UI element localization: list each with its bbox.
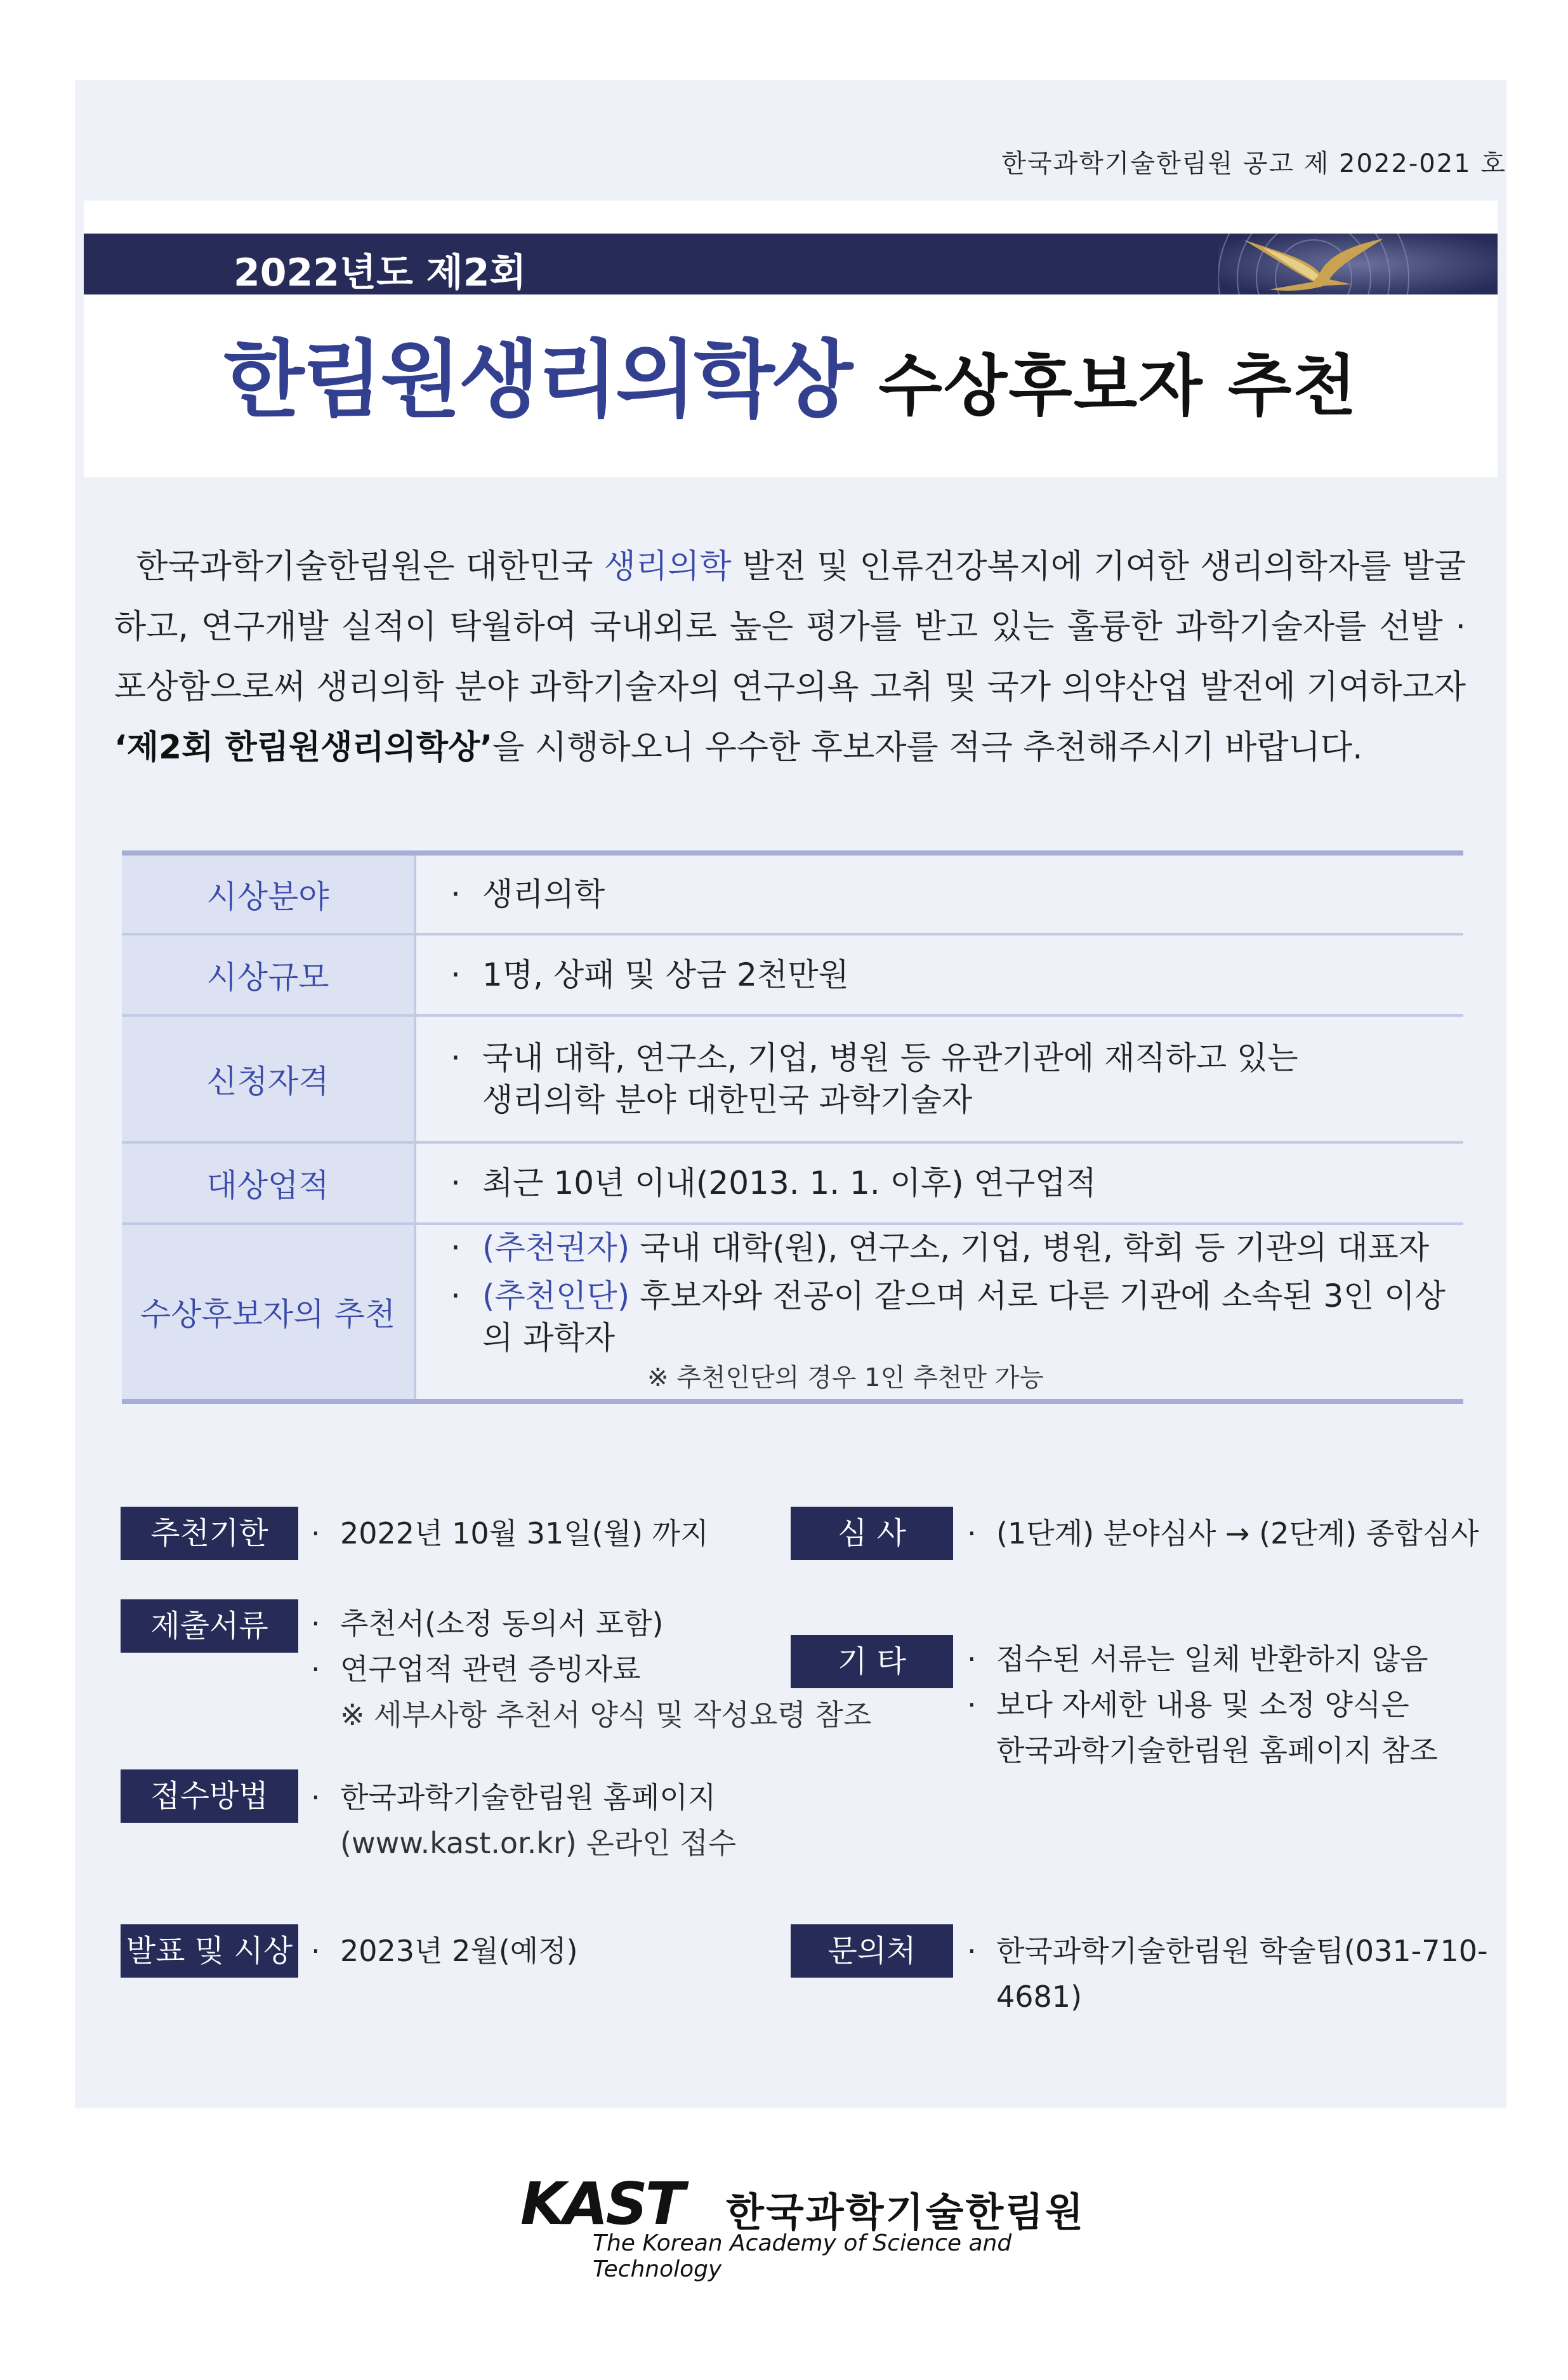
etc-item2-cont: 한국과학기술한림원 홈페이지 참조 [996,1733,1438,1768]
announcement-value: 2023년 2월(예정) [340,1934,578,1968]
banner-year-round: 2022년도 제2회 [234,251,527,294]
etc-item2: 보다 자세한 내용 및 소정 양식은 [996,1688,1409,1722]
deadline-label: 추천기한 [121,1507,298,1560]
documents-item2: 연구업적 관련 증빙자료 [340,1652,641,1686]
svg-text:KAST: KAST [520,2177,683,2230]
review-value: (1단계) 분야심사 → (2단계) 종합심사 [996,1516,1479,1550]
documents-note: ※ 세부사항 추천서 양식 및 작성요령 참조 [340,1698,872,1732]
submission-label: 접수방법 [121,1769,298,1823]
kast-logo [517,2177,720,2230]
eligibility-label: 신청자격 [122,1015,415,1142]
table-row: 시상분야 · 생리의학 [122,853,1463,934]
nominator-group-tag: (추천인단) [482,1278,630,1314]
notice-number: 한국과학기술한림원 공고 제 2022-021 호 [1001,149,1506,178]
achievement-label: 대상업적 [122,1142,415,1224]
award-name: 한림원생리의학상 [223,331,851,429]
org-name-en: The Korean Academy of Science and Technology [593,2230,1012,2282]
announcement-section: · 2023년 2월(예정) [311,1928,578,1974]
title-box [84,201,1498,477]
scale-value: 1명, 상패 및 상금 2천만원 [482,956,849,993]
eligibility-line2: 생리의학 분야 대한민국 과학기술자 [482,1081,973,1118]
announcement-label: 발표 및 시상 [121,1924,298,1978]
main-title [84,312,1498,433]
submission-line1: 한국과학기술한림원 홈페이지 [340,1780,716,1815]
table-row: 시상규모 · 1명, 상패 및 상금 2천만원 [122,934,1463,1015]
nominator-tag: (추천권자) [482,1229,630,1266]
documents-item1: 추천서(소정 동의서 포함) [340,1606,664,1641]
etc-label: 기 타 [791,1635,953,1688]
nominator-group-text: 후보자와 전공이 같으며 서로 다른 기관에 소속된 3인 이상의 과학자 [482,1278,1446,1356]
notice-panel [75,80,1506,2108]
intro-highlight: 생리의학 [603,548,732,586]
table-row: 대상업적 · 최근 10년 이내(2013. 1. 1. 이후) 연구업적 [122,1142,1463,1224]
etc-section: · 접수된 서류는 일체 반환하지 않음 · 보다 자세한 내용 및 소정 양식은 한국과학기술한림원 홈페이지 참조 [967,1636,1438,1773]
org-name-kr: 한국과학기술한림원 [726,2189,1086,2235]
scale-label: 시상규모 [122,934,415,1015]
nominator-text: 국내 대학(원), 연구소, 기업, 병원, 학회 등 기관의 대표자 [629,1229,1430,1266]
deadline-section: · 2022년 10월 31일(월) 까지 [311,1511,709,1556]
table-row: 신청자격 · 국내 대학, 연구소, 기업, 병원 등 유관기관에 재직하고 있는 생리의학 분야 대한민국 과학기술자 [122,1015,1463,1142]
intro-paragraph: 한국과학기술한림원은 대한민국 생리의학 발전 및 인류건강복지에 기여한 생리의학자를 발굴하고, 연구개발 실적이 탁월하여 국내외로 높은 평가를 받고 있는 훌륭한 과학기술자를 선발 · 포상함으로써 생리의학 분야 과학기술자의 연구의욕 고취 및 국가 의약산업 발전에 기여하고자 ‘제2회 한림원생리의학상’을 시행하오니 우수한 후보자를 적극 추천해주시기 바랍니다. [114,548,1466,767]
title-suffix: 수상후보자 추천 [878,347,1358,425]
review-label: 심 사 [791,1507,953,1560]
nomination-note: ※ 추천인단의 경우 1인 추천만 가능 [647,1363,1044,1392]
contact-label: 문의처 [791,1924,953,1978]
field-label: 시상분야 [122,853,415,934]
deadline-value: 2022년 10월 31일(월) 까지 [340,1516,709,1550]
intro-bold: ‘제2회 한림원생리의학상’ [114,729,493,767]
award-info-table [122,850,1463,1404]
footer [517,2177,1088,2282]
achievement-value: 최근 10년 이내(2013. 1. 1. 이후) 연구업적 [482,1165,1097,1201]
contact-section: · 한국과학기술한림원 학술팀(031-710-4681) [967,1928,1506,2020]
contact-value: 한국과학기술한림원 학술팀(031-710-4681) [996,1934,1488,2014]
field-value: 생리의학 [482,876,605,913]
table-row: 수상후보자의 추천 · (추천권자) 국내 대학(원), 연구소, 기업, 병원, 학회 등 기관의 대표자 · (추천인단) 후보자와 전공이 같으며 서로 다른 기관에 소속된 3인 이상의 과학자 ※ 추천인단의 경우 1인 추천만 가능 [122,1224,1463,1401]
etc-item1: 접수된 서류는 일체 반환하지 않음 [996,1642,1428,1676]
review-section: · (1단계) 분야심사 → (2단계) 종합심사 [967,1511,1479,1556]
documents-section: · 추천서(소정 동의서 포함) · 연구업적 관련 증빙자료 ※ 세부사항 추천서 양식 및 작성요령 참조 [311,1601,871,1738]
title-banner [84,234,1498,294]
nomination-label: 수상후보자의 추천 [122,1224,415,1401]
eligibility-line1: 국내 대학, 연구소, 기업, 병원 등 유관기관에 재직하고 있는 [482,1040,1298,1076]
documents-label: 제출서류 [121,1599,298,1653]
crane-emblem-icon [1218,234,1498,294]
submission-line2: (www.kast.or.kr) 온라인 접수 [340,1826,737,1860]
submission-section: · 한국과학기술한림원 홈페이지 (www.kast.or.kr) 온라인 접수 [311,1775,736,1866]
